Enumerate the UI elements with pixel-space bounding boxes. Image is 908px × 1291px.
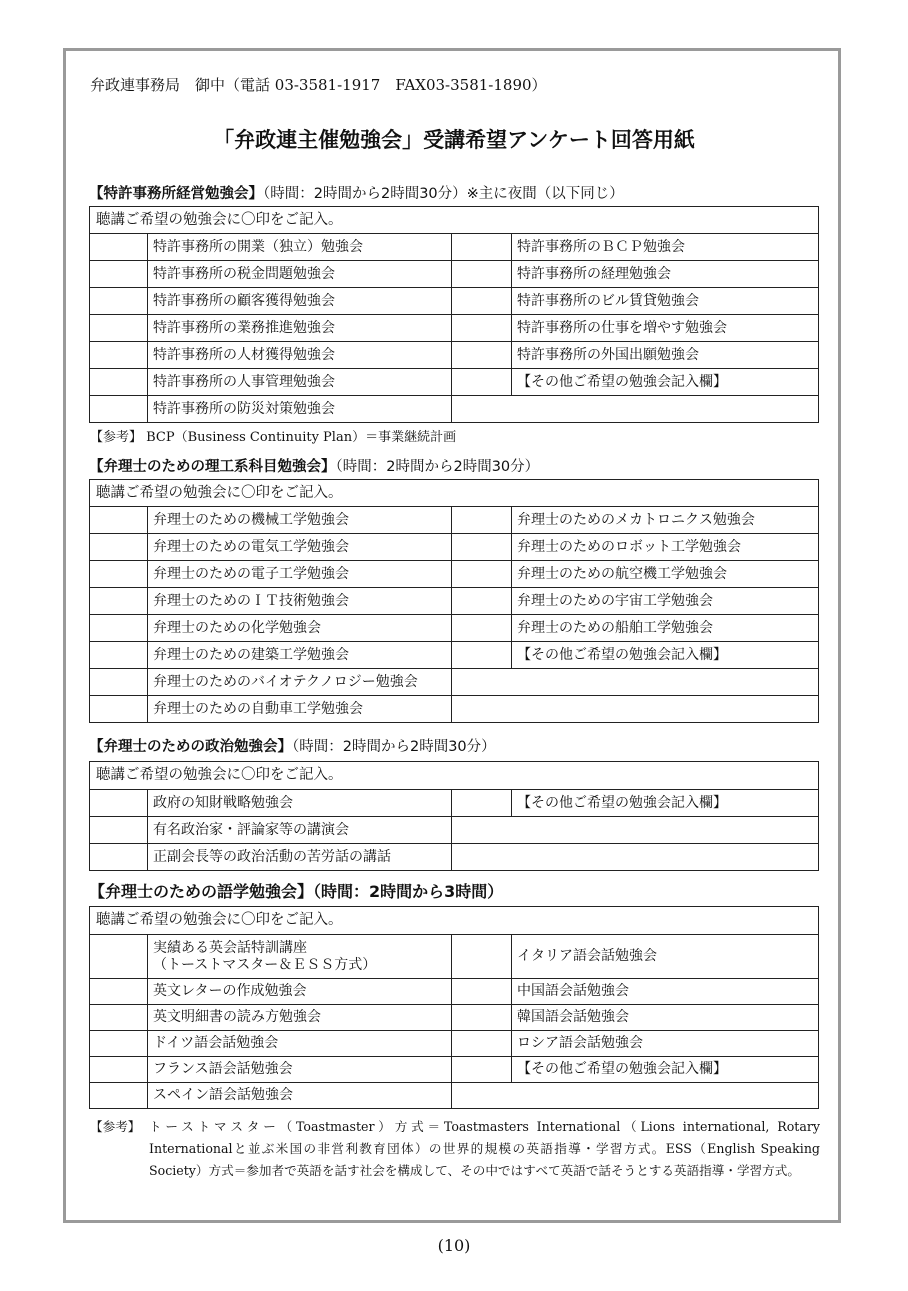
check-cell[interactable] bbox=[90, 369, 148, 396]
check-cell[interactable] bbox=[90, 342, 148, 369]
section-time-note: （時間：2時間から3時間） bbox=[313, 882, 504, 901]
table-row bbox=[90, 1057, 819, 1083]
table-row bbox=[90, 642, 819, 669]
check-cell[interactable] bbox=[90, 1083, 148, 1109]
check-cell[interactable] bbox=[452, 288, 512, 315]
section-heading-science-engineering bbox=[89, 457, 539, 477]
course-name: 特許事務所の開業（独立）勉強会 bbox=[148, 234, 452, 261]
other-request-field[interactable] bbox=[452, 696, 819, 723]
check-cell[interactable] bbox=[452, 642, 512, 669]
course-name: 弁理士のための電子工学勉強会 bbox=[148, 561, 452, 588]
course-name: 弁理士のための自動車工学勉強会 bbox=[148, 696, 452, 723]
instruction-text: 聴講ご希望の勉強会に〇印をご記入。 bbox=[90, 762, 819, 790]
course-name: 弁理士のための船舶工学勉強会 bbox=[512, 615, 819, 642]
check-cell[interactable] bbox=[90, 588, 148, 615]
table-row bbox=[90, 315, 819, 342]
course-name: 英文レターの作成勉強会 bbox=[148, 979, 452, 1005]
check-cell[interactable] bbox=[90, 234, 148, 261]
check-cell[interactable] bbox=[90, 669, 148, 696]
course-name: 弁理士のための宇宙工学勉強会 bbox=[512, 588, 819, 615]
course-name: 特許事務所の仕事を増やす勉強会 bbox=[512, 315, 819, 342]
course-name: 正副会長等の政治活動の苦労話の講話 bbox=[148, 844, 452, 871]
check-cell[interactable] bbox=[90, 817, 148, 844]
section-title: 【弁理士のための政治勉強会】 bbox=[89, 739, 292, 755]
check-cell[interactable] bbox=[452, 1005, 512, 1031]
check-cell[interactable] bbox=[452, 1031, 512, 1057]
course-name: 弁理士のためのバイオテクノロジー勉強会 bbox=[148, 669, 452, 696]
course-name: 特許事務所の経理勉強会 bbox=[512, 261, 819, 288]
table-row bbox=[90, 696, 819, 723]
section-title: 【弁理士のための語学勉強会】 bbox=[89, 882, 314, 901]
course-name: 特許事務所の外国出願勉強会 bbox=[512, 342, 819, 369]
course-name: 弁理士のための機械工学勉強会 bbox=[148, 507, 452, 534]
section-time-note: （時間：2時間から2時間30分） bbox=[335, 459, 540, 475]
check-cell[interactable] bbox=[452, 1057, 512, 1083]
table-row bbox=[90, 844, 819, 871]
course-name: 弁理士のためのロボット工学勉強会 bbox=[512, 534, 819, 561]
table-row bbox=[90, 261, 819, 288]
check-cell[interactable] bbox=[90, 844, 148, 871]
course-name: 弁理士のためのメカトロニクス勉強会 bbox=[512, 507, 819, 534]
course-name: 特許事務所の税金問題勉強会 bbox=[148, 261, 452, 288]
check-cell[interactable] bbox=[90, 935, 148, 979]
table-row bbox=[90, 817, 819, 844]
survey-table-science-engineering bbox=[89, 479, 819, 723]
section-time-note: （時間：2時間から2時間30分）※主に夜間（以下同じ） bbox=[263, 186, 624, 202]
bcp-reference-note: 【参考】 BCP（Business Continuity Plan）＝事業継続計画 bbox=[90, 430, 457, 445]
instruction-text: 聴講ご希望の勉強会に〇印をご記入。 bbox=[90, 480, 819, 507]
course-name: フランス語会話勉強会 bbox=[148, 1057, 452, 1083]
check-cell[interactable] bbox=[90, 696, 148, 723]
course-name: 有名政治家・評論家等の講演会 bbox=[148, 817, 452, 844]
section-heading-politics bbox=[89, 737, 496, 757]
check-cell[interactable] bbox=[452, 315, 512, 342]
toastmaster-reference-note bbox=[90, 1116, 820, 1182]
check-cell[interactable] bbox=[452, 534, 512, 561]
course-name: 特許事務所のＢＣＰ勉強会 bbox=[512, 234, 819, 261]
table-row bbox=[90, 234, 819, 261]
other-request-label: 【その他ご希望の勉強会記入欄】 bbox=[512, 369, 819, 396]
course-name: 特許事務所の人事管理勉強会 bbox=[148, 369, 452, 396]
table-row bbox=[90, 1005, 819, 1031]
other-request-label: 【その他ご希望の勉強会記入欄】 bbox=[512, 642, 819, 669]
instruction-text: 聴講ご希望の勉強会に〇印をご記入。 bbox=[90, 907, 819, 935]
table-row bbox=[90, 369, 819, 396]
check-cell[interactable] bbox=[452, 261, 512, 288]
document-title: 「弁政連主催勉強会」受講希望アンケート回答用紙 bbox=[213, 128, 695, 152]
table-row bbox=[90, 669, 819, 696]
table-row bbox=[90, 342, 819, 369]
check-cell[interactable] bbox=[90, 315, 148, 342]
check-cell[interactable] bbox=[90, 534, 148, 561]
check-cell[interactable] bbox=[452, 507, 512, 534]
table-row bbox=[90, 396, 819, 423]
reference-label: 【参考】 bbox=[90, 1119, 141, 1134]
course-name: 弁理士のための化学勉強会 bbox=[148, 615, 452, 642]
course-name: 弁理士のためのＩＴ技術勉強会 bbox=[148, 588, 452, 615]
check-cell[interactable] bbox=[90, 1057, 148, 1083]
course-name: ロシア語会話勉強会 bbox=[512, 1031, 819, 1057]
check-cell[interactable] bbox=[90, 642, 148, 669]
check-cell[interactable] bbox=[90, 1031, 148, 1057]
section-title: 【特許事務所経営勉強会】 bbox=[89, 186, 263, 202]
table-row bbox=[90, 935, 819, 979]
reference-text: トーストマスター（Toastmaster）方式＝Toastmasters International（Lions international, Rotary Internationalと並ぶ米国の非営利教育団体）の世界的規模の英語指導・学習方式。ESS（English Speaking Society）方式＝参加者で英語を話す社会を構成して、その中ではすべて英語で話そうとする英語指導・学習方式。 bbox=[149, 1119, 820, 1178]
section-title: 【弁理士のための理工系科目勉強会】 bbox=[89, 459, 336, 475]
check-cell[interactable] bbox=[90, 288, 148, 315]
survey-table-language bbox=[89, 906, 819, 1109]
check-cell[interactable] bbox=[452, 561, 512, 588]
check-cell[interactable] bbox=[452, 342, 512, 369]
table-row bbox=[90, 507, 819, 534]
check-cell[interactable] bbox=[90, 261, 148, 288]
table-row bbox=[90, 1083, 819, 1109]
course-name: 中国語会話勉強会 bbox=[512, 979, 819, 1005]
survey-table-office-management bbox=[89, 206, 819, 423]
check-cell[interactable] bbox=[452, 935, 512, 979]
other-request-label: 【その他ご希望の勉強会記入欄】 bbox=[512, 790, 819, 817]
other-request-field[interactable] bbox=[452, 669, 819, 696]
table-row bbox=[90, 979, 819, 1005]
table-row bbox=[90, 1031, 819, 1057]
course-name: 弁理士のための電気工学勉強会 bbox=[148, 534, 452, 561]
course-name: ドイツ語会話勉強会 bbox=[148, 1031, 452, 1057]
table-row bbox=[90, 561, 819, 588]
check-cell[interactable] bbox=[452, 790, 512, 817]
course-name: 弁理士のための建築工学勉強会 bbox=[148, 642, 452, 669]
course-name: スペイン語会話勉強会 bbox=[148, 1083, 452, 1109]
check-cell[interactable] bbox=[90, 507, 148, 534]
check-cell[interactable] bbox=[90, 979, 148, 1005]
survey-table-politics bbox=[89, 761, 819, 871]
other-request-field[interactable] bbox=[452, 1083, 819, 1109]
course-name: 特許事務所の防災対策勉強会 bbox=[148, 396, 452, 423]
other-request-field[interactable] bbox=[452, 817, 819, 844]
course-name: 特許事務所の業務推進勉強会 bbox=[148, 315, 452, 342]
check-cell[interactable] bbox=[452, 979, 512, 1005]
check-cell[interactable] bbox=[452, 588, 512, 615]
course-name: 特許事務所の人材獲得勉強会 bbox=[148, 342, 452, 369]
check-cell[interactable] bbox=[90, 615, 148, 642]
section-heading-language bbox=[89, 882, 503, 903]
course-name: 特許事務所のビル賃貸勉強会 bbox=[512, 288, 819, 315]
course-name: 政府の知財戦略勉強会 bbox=[148, 790, 452, 817]
instruction-text: 聴講ご希望の勉強会に〇印をご記入。 bbox=[90, 207, 819, 234]
table-row bbox=[90, 288, 819, 315]
course-name: 弁理士のための航空機工学勉強会 bbox=[512, 561, 819, 588]
course-name: 韓国語会話勉強会 bbox=[512, 1005, 819, 1031]
check-cell[interactable] bbox=[452, 234, 512, 261]
check-cell[interactable] bbox=[90, 561, 148, 588]
section-time-note: （時間：2時間から2時間30分） bbox=[292, 739, 496, 755]
course-name: イタリア語会話勉強会 bbox=[512, 935, 819, 979]
check-cell[interactable] bbox=[90, 1005, 148, 1031]
recipient-line: 弁政連事務局 御中（電話 03-3581-1917 FAX03-3581-1890） bbox=[90, 76, 547, 94]
other-request-field[interactable] bbox=[452, 844, 819, 871]
course-name: 実績ある英会話特訓講座 （トーストマスター＆ＥＳＳ方式） bbox=[148, 935, 452, 979]
course-name: 特許事務所の顧客獲得勉強会 bbox=[148, 288, 452, 315]
check-cell[interactable] bbox=[90, 396, 148, 423]
table-row bbox=[90, 534, 819, 561]
section-heading-office-management bbox=[89, 184, 624, 204]
other-request-field[interactable] bbox=[452, 396, 819, 423]
table-row bbox=[90, 588, 819, 615]
check-cell[interactable] bbox=[452, 615, 512, 642]
table-row bbox=[90, 615, 819, 642]
other-request-label: 【その他ご希望の勉強会記入欄】 bbox=[512, 1057, 819, 1083]
course-name: 英文明細書の読み方勉強会 bbox=[148, 1005, 452, 1031]
page-number: (10) bbox=[437, 1236, 471, 1255]
check-cell[interactable] bbox=[452, 369, 512, 396]
check-cell[interactable] bbox=[90, 790, 148, 817]
table-row bbox=[90, 790, 819, 817]
